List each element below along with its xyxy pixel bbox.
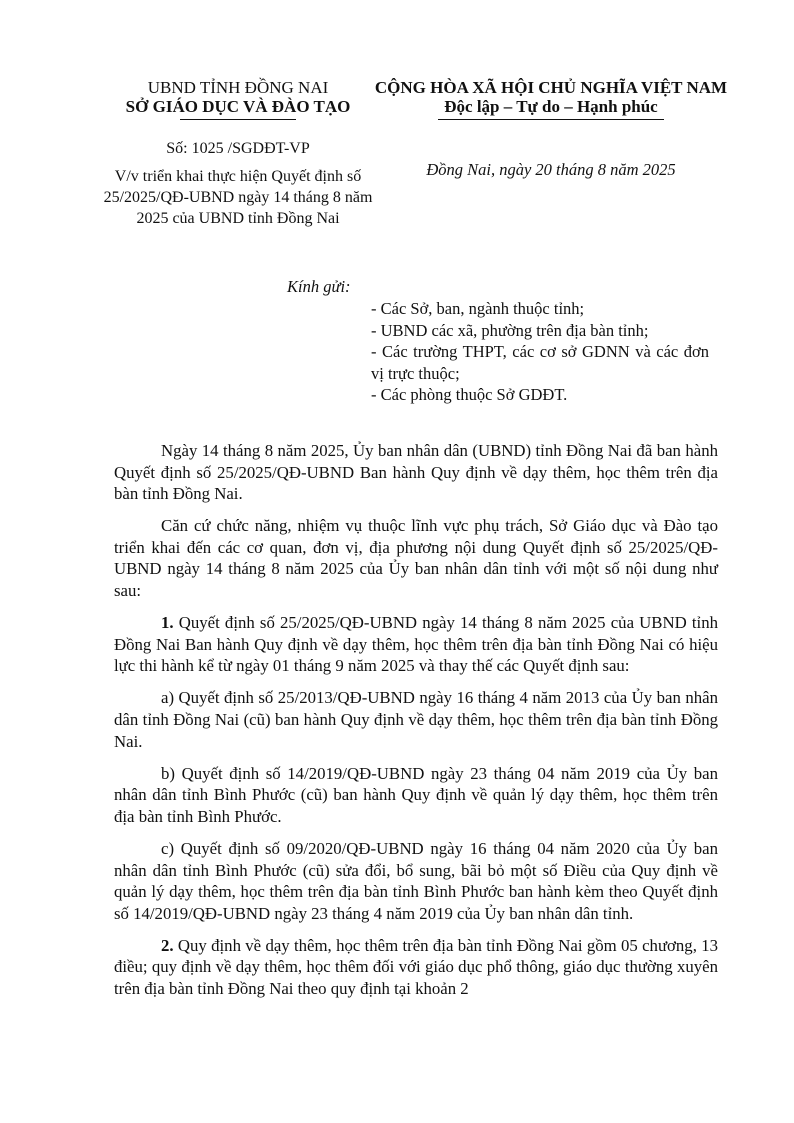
motto-underline [438,119,664,120]
recipient-item: - UBND các xã, phường trên địa bàn tỉnh; [371,320,649,340]
body-paragraph [114,935,718,1000]
recipient-item: - Các phòng thuộc Sở GDĐT. [371,385,568,404]
national-header-block [356,78,746,180]
body-paragraph: c) Quyết định số 09/2020/QĐ-UBND ngày 16 tháng 04 năm 2020 của Ủy ban nhân dân tỉnh Bình Phước (cũ) sửa đổi, bổ sung, bãi bỏ một số Điều của Quy định về quản lý dạy thêm, học thêm trên địa bàn tỉnh Bình Phước ban hành kèm theo Quyết định số 14/2019/QĐ-UBND ngày 23 tháng 4 năm 2019 của Ủy ban nhân dân tỉnh. [114,839,718,923]
issuer-underline [180,119,296,120]
body-paragraph: b) Quyết định số 14/2019/QĐ-UBND ngày 23 tháng 04 năm 2019 của Ủy ban nhân dân tỉnh Bình Phước (cũ) ban hành Quy định về quản lý dạy thêm, học thêm trên địa bàn tỉnh Bình Phước. [114,763,718,826]
section-number: 2. [161,935,174,955]
addressee-label: Kính gửi: [287,277,351,296]
document-subject: V/v triển khai thực hiện Quyết định số 25/2025/QĐ-UBND ngày 14 tháng 8 năm 2025 của UBND tỉnh Đồng Nai [103,168,373,227]
issuer-block [96,78,380,229]
document-body [114,440,718,1000]
recipient-list [371,298,709,406]
issuer-parent-agency: UBND TỈNH ĐỒNG NAI [147,78,329,97]
body-paragraph: a) Quyết định số 25/2013/QĐ-UBND ngày 16 tháng 4 năm 2013 của Ủy ban nhân dân tỉnh Đồng Nai (cũ) ban hành Quy định về dạy thêm, học thêm trên địa bàn tỉnh Đồng Nai. [114,688,718,751]
section-number: 1. [161,613,174,633]
body-paragraph: Căn cứ chức năng, nhiệm vụ thuộc lĩnh vực phụ trách, Sở Giáo dục và Đào tạo triển khai đến các cơ quan, đơn vị, địa phương nội dung Quyết định số 25/2025/QĐ-UBND ngày 14 tháng 8 năm 2025 của Ủy ban nhân dân tỉnh với một số nội dung như sau: [114,516,718,601]
national-motto: Độc lập – Tự do – Hạnh phúc [444,97,658,116]
section-text: Quy định về dạy thêm, học thêm trên địa bàn tỉnh Đồng Nai gồm 05 chương, 13 điều; quy định về dạy thêm, học thêm đối với giáo dục phổ thông, giáo dục thường xuyên trên địa bàn tỉnh Đồng Nai theo quy định tại khoản 2 [114,935,718,999]
issuer-agency: SỞ GIÁO DỤC VÀ ĐÀO TẠO [125,97,351,116]
document-number: Số: 1025 /SGDĐT-VP [166,140,310,157]
document-date: Đồng Nai, ngày 20 tháng 8 năm 2025 [426,160,676,179]
recipient-item: - Các Sở, ban, ngành thuộc tỉnh; [371,299,585,318]
section-text: Quyết định số 25/2025/QĐ-UBND ngày 14 tháng 8 năm 2025 của UBND tỉnh Đồng Nai Ban hành Quy định về dạy thêm, học thêm trên địa bàn tỉnh Đồng Nai có hiệu lực thi hành kể từ ngày 01 tháng 9 năm 2025 và thay thế các Quyết định sau: [114,613,718,676]
recipient-item: - Các trường THPT, các cơ sở GDNN và các đơn vị trực thuộc; [371,342,709,383]
body-paragraph: Ngày 14 tháng 8 năm 2025, Ủy ban nhân dân (UBND) tỉnh Đồng Nai đã ban hành Quyết định số 25/2025/QĐ-UBND Ban hành Quy định về dạy thêm, học thêm trên địa bàn tỉnh Đồng Nai. [114,441,718,504]
national-name: CỘNG HÒA XÃ HỘI CHỦ NGHĨA VIỆT NAM [374,78,728,97]
body-paragraph [114,612,718,677]
